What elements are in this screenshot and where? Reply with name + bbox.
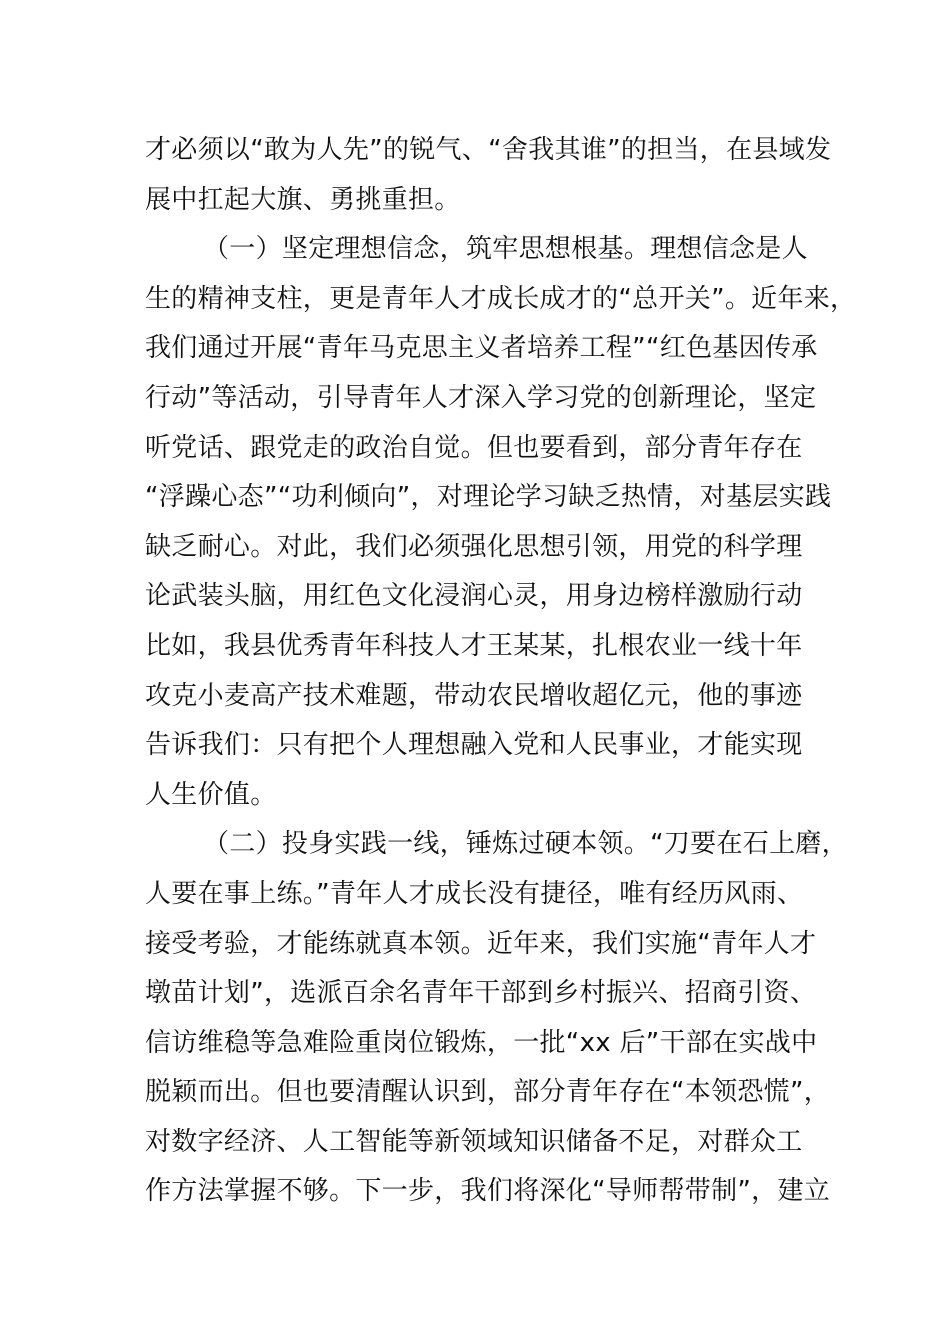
text-line: 听党话、跟党走的政治自觉。但也要看到，部分青年存在 [145, 432, 803, 463]
text-line: （一）坚定理想信念，筑牢思想根基。理想信念是人 [203, 234, 808, 265]
document-body [145, 126, 857, 1217]
text-line: 作方法掌握不够。下一步，我们将深化“导师帮带制”，建立 [145, 1176, 831, 1207]
text-line: 信访维稳等急难险重岗位锻炼，一批“xx 后”干部在实战中 [145, 1027, 818, 1058]
text-line: 缺乏耐心。对此，我们必须强化思想引领，用党的科学理 [145, 531, 803, 562]
text-line: 展中扛起大旗、勇挑重担。 [145, 184, 461, 215]
text-line: 才必须以“敢为人先”的锐气、“舍我其谁”的担当，在县域发 [145, 135, 832, 165]
text-line: 墩苗计划”，选派百余名青年干部到乡村振兴、招商引资、 [145, 978, 817, 1009]
text-line: “浮躁心态”“功利倾向”，对理论学习缺乏热情，对基层实践 [145, 482, 832, 513]
text-line: 行动”等活动，引导青年人才深入学习党的创新理论，坚定 [145, 382, 817, 413]
text-line: 我们通过开展“青年马克思主义者培养工程”“红色基因传承 [145, 333, 818, 364]
text-line: 论武装头脑，用红色文化浸润心灵，用身边榜样激励行动 [145, 581, 803, 612]
text-line: 生的精神支柱，更是青年人才成长成才的“总开关”。近年来， [145, 283, 857, 314]
text-line: 比如，我县优秀青年科技人才王某某，扎根农业一线十年 [145, 630, 803, 661]
text-line: 脱颖而出。但也要清醒认识到，部分青年存在“本领恐慌”， [145, 1077, 831, 1108]
text-line: 攻克小麦高产技术难题，带动农民增收超亿元，他的事迹 [145, 680, 803, 711]
text-line: （二）投身实践一线，锤炼过硬本领。“刀要在石上磨， [203, 829, 848, 860]
text-line: 对数字经济、人工智能等新领域知识储备不足，对群众工 [145, 1126, 803, 1157]
text-line: 人要在事上练。”青年人才成长没有捷径，唯有经历风雨、 [145, 878, 804, 909]
text-line: 接受考验，才能练就真本领。近年来，我们实施“青年人才 [145, 928, 817, 959]
text-line: 告诉我们：只有把个人理想融入党和人民事业，才能实现 [145, 730, 803, 761]
text-line: 人生价值。 [145, 779, 277, 810]
